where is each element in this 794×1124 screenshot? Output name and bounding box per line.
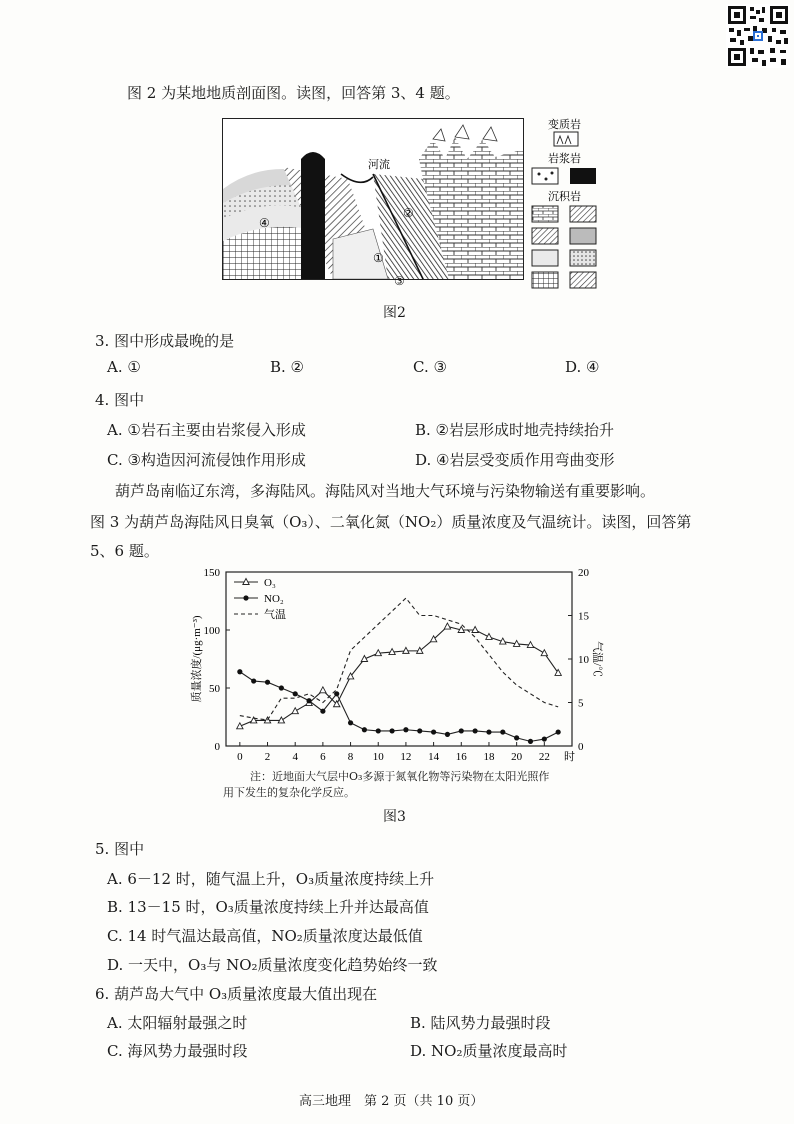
q4-option-d[interactable]: D. ④岩层受变质作用弯曲变形 <box>415 451 615 469</box>
series-line-1 <box>240 672 558 742</box>
y-right-tick-label: 0 <box>578 741 584 753</box>
no2-point <box>431 729 436 734</box>
passage-line-1: 葫芦岛南临辽东湾，多海陆风。海陆风对当地大气环境与污染物输送有重要影响。 <box>115 482 656 500</box>
y-right-tick-label: 5 <box>578 697 584 710</box>
legend-sedimentary: 沉积岩 <box>548 191 581 203</box>
q5-option-c[interactable]: C. 14 时气温达最高值，NO₂质量浓度达最低值 <box>107 927 423 945</box>
passage-line-3: 5、6 题。 <box>90 542 159 560</box>
q4-option-a[interactable]: A. ①岩石主要由岩浆侵入形成 <box>107 421 306 439</box>
y-right-tick-label: 20 <box>578 567 589 579</box>
q4-option-c[interactable]: C. ③构造因河流侵蚀作用形成 <box>107 451 306 469</box>
y-left-tick-label: 0 <box>214 741 220 753</box>
no2-point <box>265 680 270 685</box>
x-tick-label: 14 <box>428 751 440 763</box>
fig2-caption: 图2 <box>383 305 406 321</box>
x-unit-label: 时 <box>564 751 575 763</box>
x-tick-label: 22 <box>538 751 550 763</box>
no2-point <box>528 739 533 744</box>
x-tick-label: 6 <box>320 751 326 763</box>
o3-point <box>320 687 326 693</box>
series-line-0 <box>240 627 558 727</box>
q3-option-b[interactable]: B. ② <box>270 358 305 376</box>
legend-no2-marker <box>243 595 248 600</box>
no2-point <box>306 698 311 703</box>
q6-option-c[interactable]: C. 海风势力最强时段 <box>107 1042 248 1060</box>
page-footer: 高三地理 第 2 页（共 10 页） <box>299 1094 484 1109</box>
q6-stem: 6. 葫芦岛大气中 O₃质量浓度最大值出现在 <box>95 985 378 1003</box>
x-tick-label: 18 <box>483 751 495 763</box>
no2-point <box>514 735 519 740</box>
y-left-axis-label: 质量浓度/(μg·m⁻³) <box>191 615 203 703</box>
x-tick-label: 8 <box>347 751 354 763</box>
q3-option-d[interactable]: D. ④ <box>565 358 600 376</box>
no2-point <box>362 727 367 732</box>
q3-stem: 3. 图中形成最晚的是 <box>95 332 235 350</box>
fig2-legend <box>528 118 600 290</box>
legend-label-2: 气温 <box>264 609 286 621</box>
o3-no2-temperature-chart <box>186 560 606 770</box>
y-right-axis-label: 气温/℃ <box>591 640 603 678</box>
q4-stem: 4. 图中 <box>95 391 145 409</box>
marker-2: ② <box>403 206 414 220</box>
chart-note-line-1: 注：近地面大气层中O₃多源于氮氧化物等污染物在太阳光照作 <box>250 770 550 783</box>
q4-option-b[interactable]: B. ②岩层形成时地壳持续抬升 <box>415 421 615 439</box>
x-tick-label: 12 <box>400 751 412 763</box>
x-tick-label: 4 <box>292 751 298 763</box>
marker-1: ① <box>373 251 384 265</box>
series-line-2 <box>240 598 558 720</box>
q6-option-d[interactable]: D. NO₂质量浓度最高时 <box>410 1042 568 1060</box>
no2-point <box>237 669 242 674</box>
chart-note-line-2: 用下发生的复杂化学反应。 <box>223 786 355 799</box>
q3-option-a[interactable]: A. ① <box>107 358 141 376</box>
q6-option-a[interactable]: A. 太阳辐射最强之时 <box>107 1014 248 1032</box>
y-left-tick-label: 150 <box>203 567 220 579</box>
no2-point <box>459 728 464 733</box>
o3-point <box>541 650 547 656</box>
x-tick-label: 2 <box>264 751 271 763</box>
q5-stem: 5. 图中 <box>95 840 145 858</box>
marker-4: ④ <box>259 216 270 230</box>
fig2-intro: 图 2 为某地地质剖面图。读图，回答第 3、4 题。 <box>127 84 460 102</box>
river-label: 河流 <box>368 159 390 171</box>
no2-point <box>403 727 408 732</box>
y-right-tick-label: 10 <box>578 654 589 666</box>
geological-cross-section <box>222 118 524 280</box>
no2-point <box>542 736 547 741</box>
legend-label-1: NO₂ <box>264 593 284 605</box>
fig3-caption: 图3 <box>383 809 406 825</box>
no2-point <box>251 678 256 683</box>
q5-option-a[interactable]: A. 6－12 时，随气温上升，O₃质量浓度持续上升 <box>107 870 435 888</box>
no2-point <box>389 728 394 733</box>
q5-option-d[interactable]: D. 一天中，O₃与 NO₂质量浓度变化趋势始终一致 <box>107 956 438 974</box>
no2-point <box>473 728 478 733</box>
y-right-tick-label: 15 <box>578 610 589 623</box>
y-left-tick-label: 50 <box>209 683 220 695</box>
no2-point <box>556 729 561 734</box>
q3-option-c[interactable]: C. ③ <box>413 358 447 376</box>
marker-3: ③ <box>394 274 405 288</box>
x-tick-label: 16 <box>455 751 467 763</box>
no2-point <box>376 728 381 733</box>
x-tick-label: 20 <box>511 751 523 763</box>
no2-point <box>417 728 422 733</box>
o3-point <box>292 708 298 714</box>
qr-code <box>726 4 790 68</box>
no2-point <box>293 691 298 696</box>
o3-point <box>486 633 492 639</box>
x-tick-label: 0 <box>237 751 243 763</box>
legend-label-0: O₃ <box>264 577 276 589</box>
legend-magmatic: 岩浆岩 <box>548 153 581 165</box>
y-left-tick-label: 100 <box>203 625 220 637</box>
no2-point <box>500 729 505 734</box>
legend-metamorphic: 变质岩 <box>548 119 581 131</box>
q5-option-b[interactable]: B. 13－15 时，O₃质量浓度持续上升并达最高值 <box>107 898 429 916</box>
no2-point <box>279 685 284 690</box>
no2-point <box>486 729 491 734</box>
no2-point <box>334 691 339 696</box>
no2-point <box>348 720 353 725</box>
o3-point <box>444 623 450 629</box>
passage-line-2: 图 3 为葫芦岛海陆风日臭氧（O₃）、二氧化氮（NO₂）质量浓度及气温统计。读图，回答第 <box>90 513 692 531</box>
x-tick-label: 10 <box>372 751 384 763</box>
q6-option-b[interactable]: B. 陆风势力最强时段 <box>410 1014 551 1032</box>
no2-point <box>445 732 450 737</box>
no2-point <box>320 709 325 714</box>
